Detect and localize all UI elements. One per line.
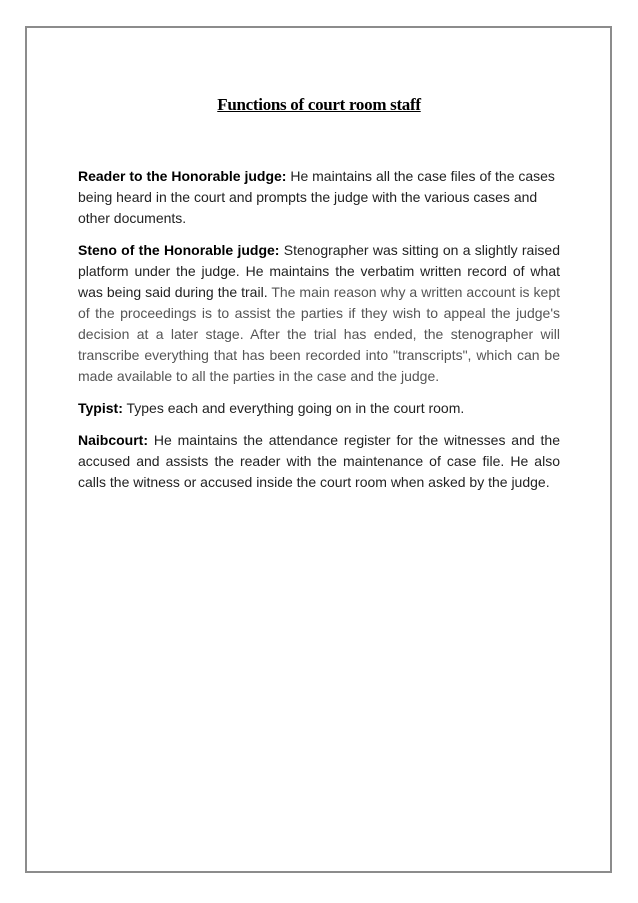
term-naibcourt: Naibcourt: <box>78 432 148 448</box>
paragraph-naibcourt <box>78 430 560 493</box>
term-reader: Reader to the Honorable judge: <box>78 168 287 184</box>
document-body <box>78 166 560 504</box>
paragraph-reader <box>78 166 560 229</box>
term-typist: Typist: <box>78 400 123 416</box>
text-reader: He maintains all the case files of the cases being heard in the court and prompts the judge with the various cases and other documents. <box>78 168 555 226</box>
page-title: Functions of court room staff <box>217 95 421 114</box>
text-steno: Stenographer was sitting on a slightly raised platform under the judge. He maintains the verbatim written record of what was being said during the trail. <box>78 242 560 300</box>
term-steno: Steno of the Honorable judge: <box>78 242 280 258</box>
text-steno-extra: The main reason why a written account is kept of the proceedings is to assist the parties if they wish to appeal the judge's decision at a later stage. After the trial has ended, the stenographer will transcribe everything that has been recorded into "transcripts", which can be made available to all the parties in the case and the judge. <box>78 284 561 384</box>
paragraph-steno <box>78 240 560 387</box>
text-naibcourt: He maintains the attendance register for the witnesses and the accused and assists the reader with the maintenance of case file. He also calls the witness or accused inside the court room when asked by the judge. <box>78 432 560 490</box>
paragraph-typist <box>78 398 560 419</box>
text-typist: Types each and everything going on in the court room. <box>122 400 465 416</box>
